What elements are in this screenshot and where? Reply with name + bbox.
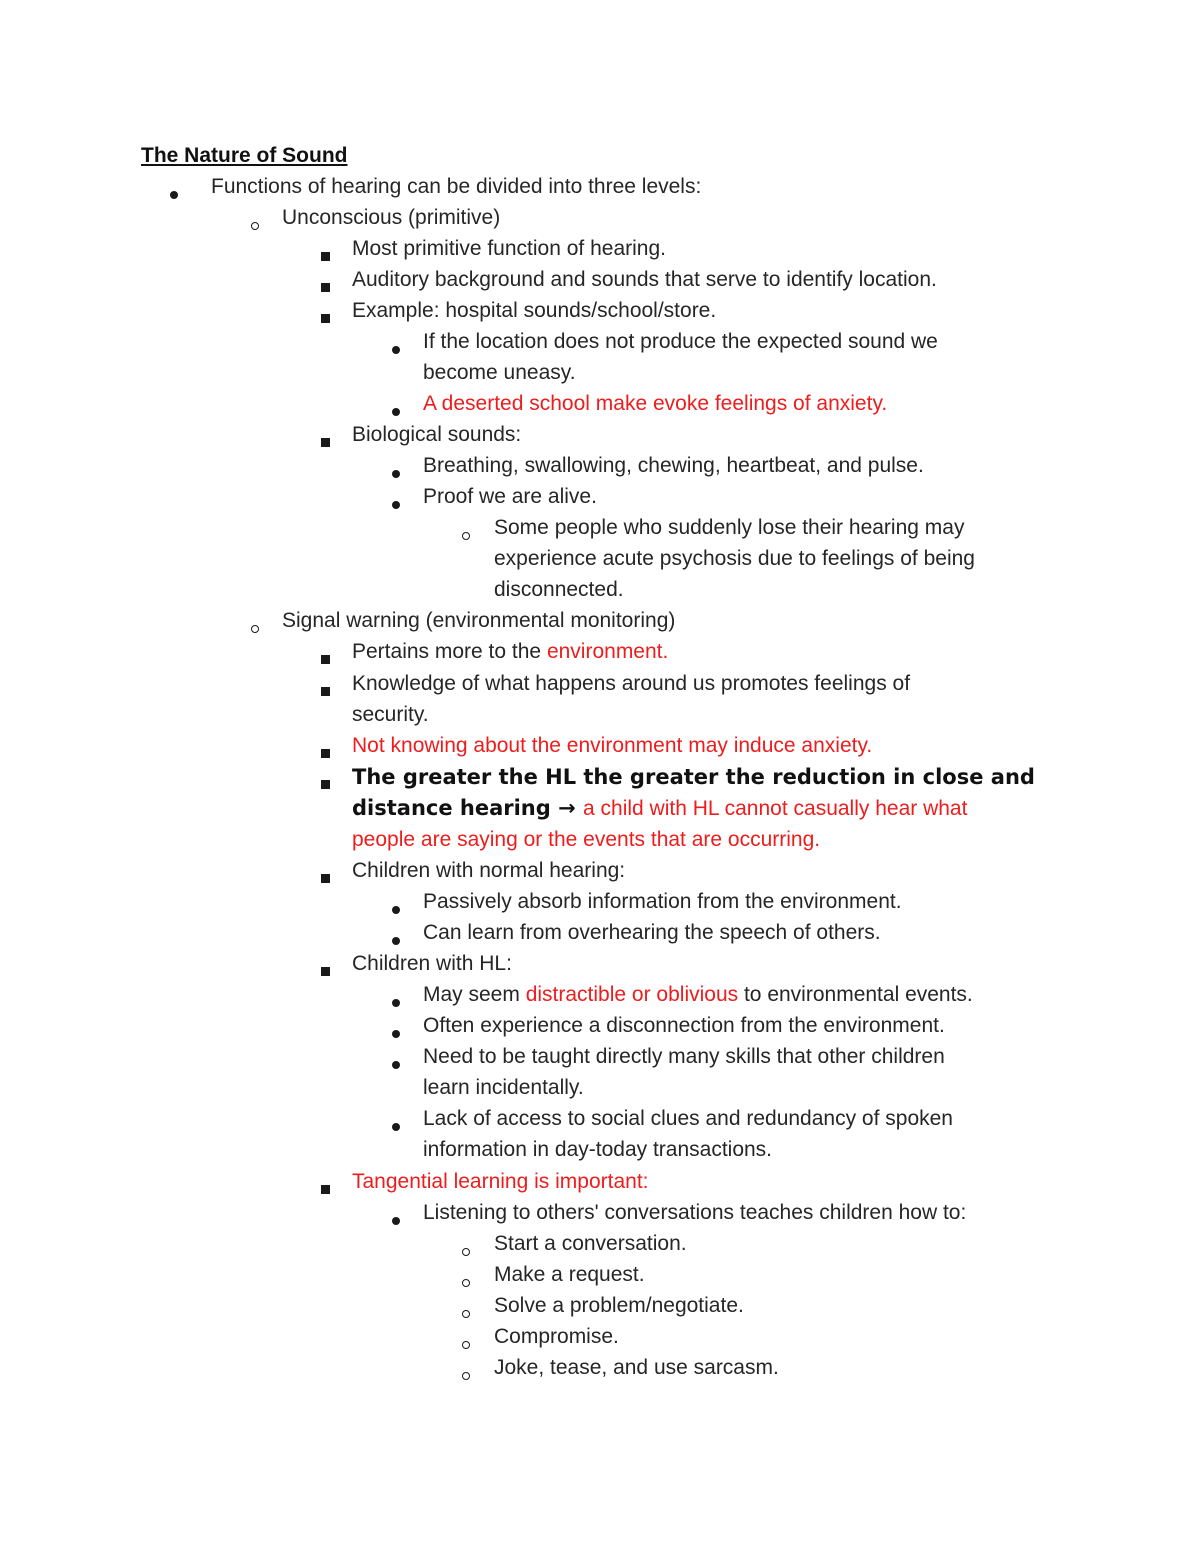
bullet-filled — [385, 989, 407, 1013]
bullet-filled — [163, 181, 185, 205]
bullet-filled — [385, 896, 407, 920]
bullet-square — [314, 274, 336, 298]
list-item: Knowledge of what happens around us promotes feelings of — [352, 672, 911, 695]
bullet-filled — [385, 1020, 407, 1044]
list-item: Proof we are alive. — [423, 485, 597, 508]
bullet-hollow — [455, 1331, 477, 1355]
list-item: Solve a problem/negotiate. — [494, 1294, 744, 1317]
bullet-hollow — [455, 522, 477, 546]
bullet-hollow — [455, 1269, 477, 1293]
list-item: Joke, tease, and use sarcasm. — [494, 1356, 779, 1379]
bullet-square — [314, 958, 336, 982]
bullet-hollow — [455, 1238, 477, 1262]
list-item-continuation: distance hearing → a child with HL cannot casually hear what — [352, 796, 968, 820]
bullet-filled — [385, 336, 407, 360]
list-item-continuation: security. — [352, 703, 429, 726]
list-item: Children with normal hearing: — [352, 859, 626, 882]
list-item-continuation: learn incidentally. — [423, 1076, 584, 1099]
list-item: Auditory background and sounds that serve to identify location. — [352, 268, 937, 291]
list-item: Children with HL: — [352, 952, 512, 975]
list-item: Start a conversation. — [494, 1232, 687, 1255]
list-item-highlight: A deserted school make evoke feelings of anxiety. — [423, 392, 888, 415]
page-title: The Nature of Sound — [141, 144, 348, 167]
list-item: Compromise. — [494, 1325, 619, 1348]
list-item: If the location does not produce the expected sound we — [423, 330, 938, 353]
bullet-square — [314, 1176, 336, 1200]
list-item-bold: The greater the HL the greater the reduction in close and — [352, 765, 1035, 789]
bullet-filled — [385, 491, 407, 515]
bullet-hollow — [244, 212, 266, 236]
list-item-continuation: people are saying or the events that are occurring. — [352, 828, 821, 851]
list-item: Often experience a disconnection from the environment. — [423, 1014, 945, 1037]
list-item: Breathing, swallowing, chewing, heartbeat, and pulse. — [423, 454, 924, 477]
list-item: Passively absorb information from the environment. — [423, 890, 902, 913]
list-item-highlight: Not knowing about the environment may induce anxiety. — [352, 734, 873, 757]
list-item: May seem distractible or oblivious to environmental events. — [423, 983, 973, 1006]
bullet-square — [314, 646, 336, 670]
bullet-square — [314, 865, 336, 889]
bullet-square — [314, 771, 336, 795]
bullet-square — [314, 678, 336, 702]
list-item: Example: hospital sounds/school/store. — [352, 299, 717, 322]
bullet-square — [314, 243, 336, 267]
bullet-hollow — [455, 1362, 477, 1386]
list-item: Can learn from overhearing the speech of others. — [423, 921, 881, 944]
bullet-hollow — [244, 615, 266, 639]
bullet-filled — [385, 927, 407, 951]
list-item-continuation: information in day-today transactions. — [423, 1138, 773, 1161]
bullet-square — [314, 305, 336, 329]
list-item: Listening to others' conversations teaches children how to: — [423, 1201, 967, 1224]
list-item-continuation: become uneasy. — [423, 361, 576, 384]
list-item: Unconscious (primitive) — [282, 206, 501, 229]
list-item-continuation: disconnected. — [494, 578, 624, 601]
bullet-filled — [385, 460, 407, 484]
bullet-filled — [385, 1113, 407, 1137]
bullet-hollow — [455, 1300, 477, 1324]
list-item: Lack of access to social clues and redundancy of spoken — [423, 1107, 953, 1130]
list-item: Functions of hearing can be divided into three levels: — [211, 175, 702, 198]
bullet-filled — [385, 398, 407, 422]
list-item-continuation: experience acute psychosis due to feelings of being — [494, 547, 975, 570]
list-item-highlight: Tangential learning is important: — [352, 1170, 649, 1193]
bullet-square — [314, 740, 336, 764]
bullet-filled — [385, 1207, 407, 1231]
list-item: Signal warning (environmental monitoring) — [282, 609, 676, 632]
bullet-filled — [385, 1051, 407, 1075]
list-item: Biological sounds: — [352, 423, 522, 446]
list-item: Some people who suddenly lose their hearing may — [494, 516, 965, 539]
list-item: Most primitive function of hearing. — [352, 237, 666, 260]
bullet-square — [314, 429, 336, 453]
list-item: Make a request. — [494, 1263, 645, 1286]
list-item: Pertains more to the environment. — [352, 640, 669, 663]
list-item: Need to be taught directly many skills that other children — [423, 1045, 945, 1068]
